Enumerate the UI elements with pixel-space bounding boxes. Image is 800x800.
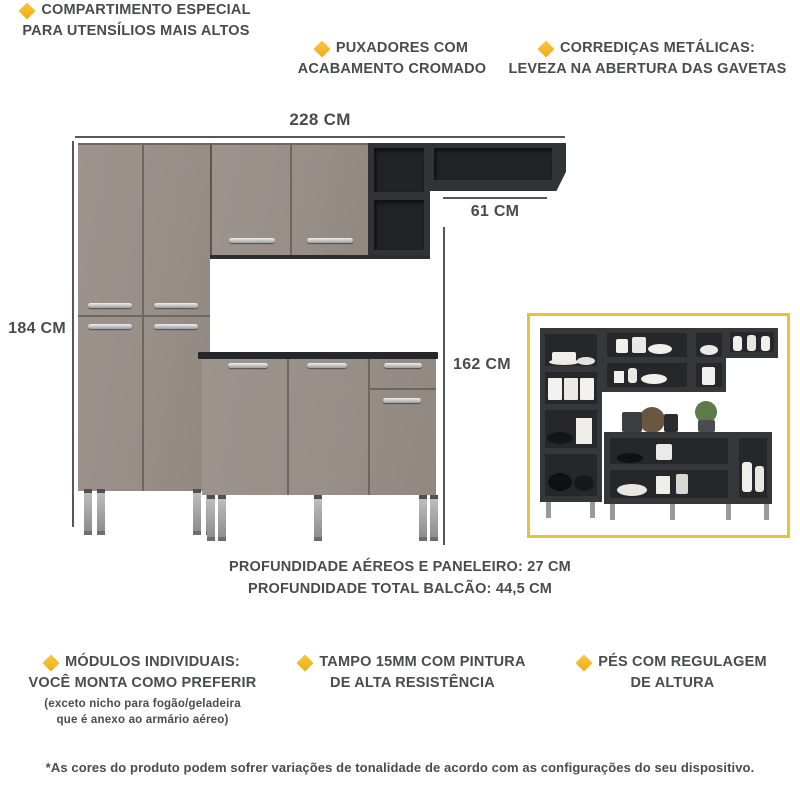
feature-line: COMPARTIMENTO ESPECIAL — [41, 2, 251, 18]
diamond-icon — [313, 40, 330, 57]
wall-cabinet-base-edge — [210, 255, 430, 259]
dimension-shelf-width: 61 CM — [470, 203, 520, 220]
feature-line: MÓDULOS INDIVIDUAIS: — [65, 654, 240, 670]
cabinet-leg — [314, 495, 322, 541]
feature-metal-slides — [495, 38, 800, 80]
door-seam — [368, 359, 370, 495]
shelf-opening — [374, 148, 424, 192]
countertop — [198, 352, 438, 359]
pantry-cabinet — [78, 143, 210, 491]
door-seam — [142, 145, 144, 491]
cabinet-leg — [84, 489, 92, 535]
dimension-line-height — [72, 141, 74, 527]
dimension-line-shelf — [443, 197, 547, 199]
cabinet-leg — [419, 495, 427, 541]
dimension-counter-height: 162 CM — [453, 356, 511, 373]
dimension-line-width — [75, 136, 565, 138]
handle — [307, 238, 353, 243]
product-photo-illustration — [530, 316, 787, 535]
feature-note-line: que é anexo ao armário aéreo) — [56, 714, 229, 726]
dimension-line-counter — [443, 227, 445, 545]
feature-line: DE ALTURA — [630, 675, 715, 691]
door-seam — [78, 315, 210, 317]
handle — [384, 363, 422, 368]
diamond-icon — [576, 654, 593, 671]
depth-note-line: PROFUNDIDADE AÉREOS E PANELEIRO: 27 CM — [229, 559, 571, 575]
cabinet-leg — [97, 489, 105, 535]
wall-cabinet — [210, 143, 370, 257]
feature-individual-modules — [0, 652, 285, 728]
cabinet-leg — [430, 495, 438, 541]
base-cabinet — [202, 359, 436, 495]
handle — [154, 324, 198, 329]
feature-note-line: (exceto nicho para fogão/geladeira — [44, 698, 241, 710]
shelf-opening — [434, 148, 552, 180]
dimension-total-height: 184 CM — [8, 320, 66, 337]
feature-line: PÉS COM REGULAGEM — [598, 654, 767, 670]
feature-line: CORREDIÇAS METÁLICAS: — [559, 40, 756, 56]
shelf-opening — [374, 200, 424, 250]
product-photo — [527, 313, 790, 538]
drawer-seam — [368, 388, 436, 390]
diamond-icon — [297, 654, 314, 671]
feature-line: ACABAMENTO CROMADO — [297, 61, 487, 77]
feature-line: LEVEZA NA ABERTURA DAS GAVETAS — [508, 61, 787, 77]
feature-line: DE ALTA RESISTÊNCIA — [330, 675, 495, 691]
long-wall-shelf — [430, 143, 566, 191]
door-seam — [290, 145, 292, 257]
feature-line: VOCÊ MONTA COMO PREFERIR — [28, 675, 257, 691]
feature-line: TAMPO 15MM COM PINTURA — [319, 654, 526, 670]
diamond-icon — [537, 40, 554, 57]
door-seam — [287, 359, 289, 495]
handle — [154, 303, 198, 308]
cabinet-leg — [193, 489, 201, 535]
depth-note-line: PROFUNDIDADE TOTAL BALCÃO: 44,5 CM — [247, 581, 553, 597]
feature-adjustable-feet — [545, 652, 800, 694]
handle — [88, 324, 132, 329]
cabinet-leg — [218, 495, 226, 541]
feature-line: PARA UTENSÍLIOS MAIS ALTOS — [22, 23, 250, 39]
feature-countertop — [280, 652, 545, 694]
handle — [228, 363, 268, 368]
handle — [229, 238, 275, 243]
dimension-total-width: 228 CM — [289, 110, 351, 129]
handle — [88, 303, 132, 308]
feature-line: PUXADORES COM — [335, 40, 469, 56]
cabinet-leg — [207, 495, 215, 541]
open-shelf-column — [368, 143, 430, 255]
feature-tall-utensils — [0, 0, 272, 42]
diamond-icon — [19, 2, 36, 19]
footnote: *As cores do produto podem sofrer variações de tonalidade de acordo com as configurações do seu dispositivo. — [45, 760, 755, 775]
handle — [307, 363, 347, 368]
diamond-icon — [43, 654, 60, 671]
depth-notes — [0, 556, 800, 600]
feature-chrome-handles — [266, 38, 518, 80]
handle — [383, 398, 421, 403]
